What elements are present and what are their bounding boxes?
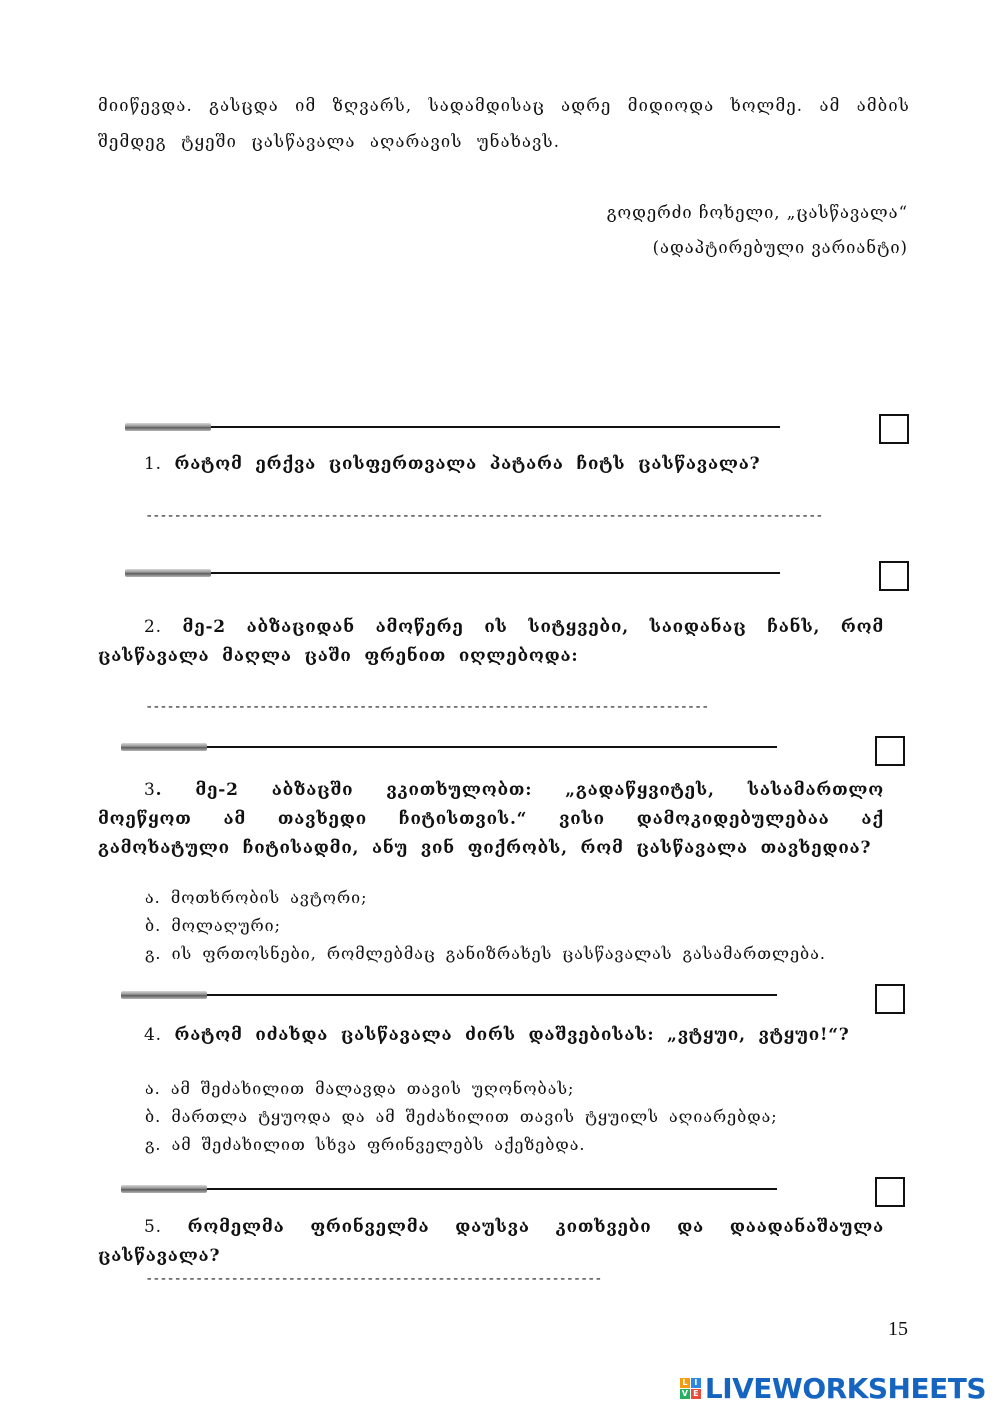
- option-4a[interactable]: ა. ამ შეძახილით მალავდა თავის უღონობას;: [145, 1079, 575, 1098]
- answer-line-1[interactable]: -----------------------------------------------------------------------------------------------: [145, 508, 823, 524]
- question-3: [98, 776, 884, 863]
- option-4c[interactable]: გ. ამ შეძახილით სხვა ფრინველებს აქეზებდა.: [145, 1135, 586, 1154]
- question-text: მე-2 აბზაციდან ამოწერე ის სიტყვები, საიდანაც ჩანს, რომ ცასწავალა მაღლა ცაში ფრენით იღლებოდა:: [98, 617, 885, 666]
- adaptation-note: (ადაპტირებული ვარიანტი): [652, 238, 908, 257]
- separator-grip: [121, 743, 207, 751]
- score-box-5[interactable]: [875, 1177, 905, 1207]
- question-text: . მე-2 აბზაცში ვკითხულობთ: „გადაწყვიტეს, სასამართლო მოეწყოთ ამ თავხედი ჩიტისთვის.“ ვისი დამოკიდებულებაა აქ გამოხატული ჩიტისადმი, ანუ ვინ ფიქრობს, რომ ცასწავალა თავხედია?: [98, 780, 884, 858]
- question-2: [98, 613, 884, 671]
- question-4: [98, 1021, 884, 1050]
- question-text: რატომ ერქვა ცისფერთვალა პატარა ჩიტს ცასწავალა?: [174, 454, 761, 474]
- score-box-1[interactable]: [879, 414, 909, 444]
- option-3b[interactable]: ბ. მოლაღური;: [145, 916, 282, 935]
- question-number: 1.: [144, 454, 162, 474]
- brand-cell: V: [681, 1389, 688, 1398]
- separator-grip: [125, 569, 211, 577]
- intro-paragraph: [98, 88, 910, 160]
- intro-line-1: მიიწევდა. გასცდა იმ ზღვარს, სადამდისაც ადრე მიდიოდა ხოლმე. ამ ამბის: [98, 96, 910, 115]
- separator-grip: [125, 423, 211, 431]
- attribution: გოდერძი ჩოხელი, „ცასწავალა“: [606, 203, 908, 222]
- intro-line-2: შემდეგ ტყეში ცასწავალა აღარავის უნახავს.: [98, 132, 561, 151]
- separator-line: [207, 1188, 777, 1190]
- answer-line-2[interactable]: -------------------------------------------------------------------------------: [145, 699, 709, 715]
- question-number: 3: [144, 780, 156, 800]
- separator-line: [207, 746, 777, 748]
- option-3a[interactable]: ა. მოთხრობის ავტორი;: [145, 888, 368, 907]
- question-1: [98, 450, 884, 479]
- separator-line: [211, 426, 780, 428]
- question-text: რომელმა ფრინველმა დაუსვა კითხვები და დაადანაშაულა ცასწავალა?: [98, 1217, 884, 1266]
- brand-logo-icon: [680, 1378, 701, 1399]
- brand-logo[interactable]: [680, 1372, 986, 1405]
- brand-cell: I: [691, 1378, 701, 1388]
- question-text: რატომ იძახდა ცასწავალა ძირს დაშვებისას: „ვტყუი, ვტყუი!“?: [174, 1025, 850, 1045]
- question-number: 4.: [144, 1025, 162, 1045]
- separator-line: [207, 994, 777, 996]
- question-number: 2.: [144, 617, 162, 637]
- score-box-2[interactable]: [879, 561, 909, 591]
- page-number: 15: [888, 1318, 908, 1340]
- brand-cell: E: [691, 1389, 701, 1399]
- option-4b[interactable]: ბ. მართლა ტყუოდა და ამ შეძახილით თავის ტყუილს აღიარებდა;: [145, 1107, 778, 1126]
- answer-line-5[interactable]: ----------------------------------------------------------------: [145, 1271, 602, 1287]
- option-3c[interactable]: გ. ის ფრთოსნები, რომლებმაც განიზრახეს ცასწავალას გასამართლება.: [145, 944, 826, 963]
- brand-cell: L: [680, 1378, 690, 1388]
- score-box-3[interactable]: [875, 736, 905, 766]
- question-number: 5.: [144, 1217, 162, 1237]
- question-5: [98, 1213, 884, 1271]
- separator-line: [211, 572, 780, 574]
- separator-grip: [121, 1185, 207, 1193]
- separator-grip: [121, 991, 207, 999]
- brand-name: LIVEWORKSHEETS: [704, 1372, 986, 1405]
- score-box-4[interactable]: [875, 984, 905, 1014]
